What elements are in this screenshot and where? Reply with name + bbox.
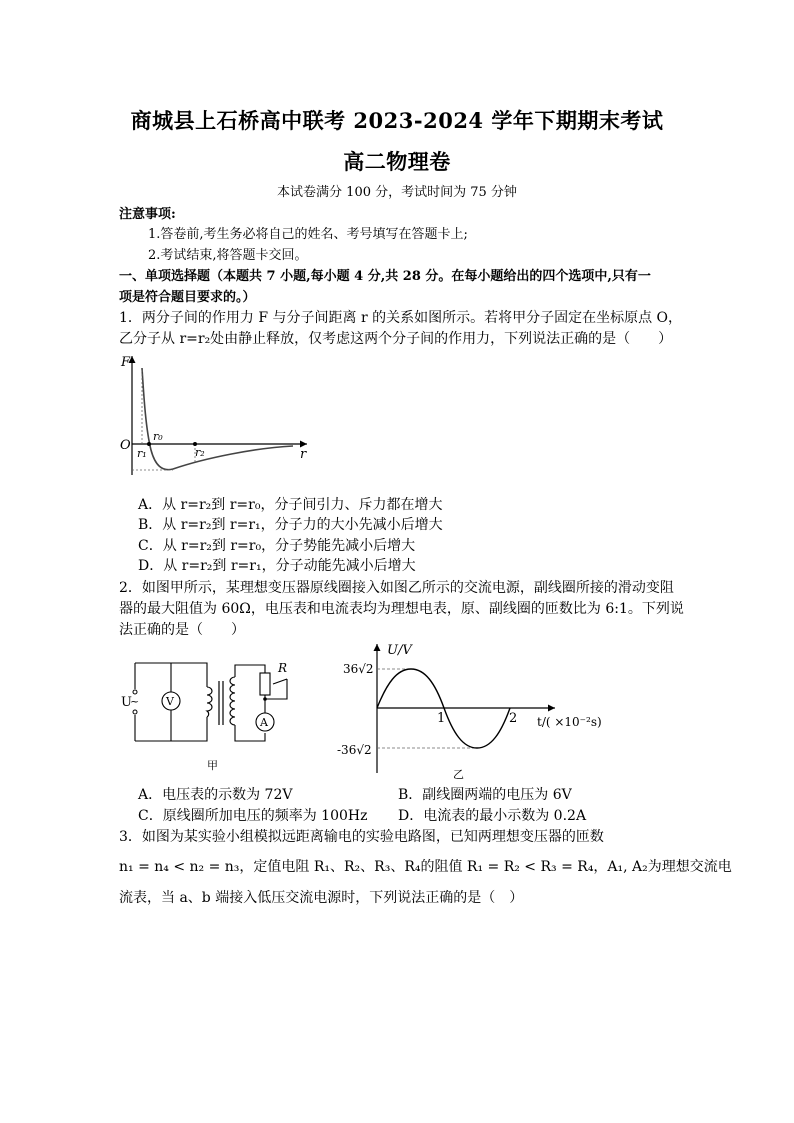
- r-axis-label: r: [300, 447, 307, 462]
- question-3-text-cont2: 流表，当 a、b 端接入低压交流电源时，下列说法正确的是（ ）: [119, 890, 524, 906]
- umin-label: -36√2: [337, 743, 372, 757]
- q1-option-d: D．从 r=r₂到 r=r₁，分子动能先减小后增大: [138, 558, 416, 574]
- page-subtitle: 高二物理卷: [343, 149, 451, 174]
- r0-label: r₀: [153, 430, 163, 443]
- question-2-text: 2．如图甲所示，某理想变压器原线圈接入如图乙所示的交流电源，副线圈所接的滑动变阻: [119, 580, 674, 596]
- umax-label: 36√2: [343, 662, 374, 676]
- secondary-coil: [230, 677, 235, 725]
- question-1-text: 1．两分子间的作用力 F 与分子间距离 r 的关系如图所示。若将甲分子固定在坐标原点 O，: [119, 310, 683, 326]
- t-tick-2: 2: [509, 711, 518, 726]
- notice-item: 1.答卷前,考生务必将自己的姓名、考号填写在答题卡上;: [148, 227, 468, 242]
- t-axis-label: t/( ×10⁻²s): [537, 715, 602, 729]
- voltmeter-label: V: [166, 695, 174, 708]
- section-heading-cont: 项是符合题目要求的。）: [119, 290, 256, 305]
- q1-option-c: C．从 r=r₂到 r=r₀，分子势能先减小后增大: [138, 538, 416, 554]
- t-tick-1: 1: [437, 711, 446, 726]
- force-distance-graph: [115, 350, 315, 480]
- force-curve: [142, 368, 293, 470]
- origin-label: O: [120, 438, 131, 453]
- question-1-text-cont: 乙分子从 r=r₂处由静止释放，仅考虑这两个分子间的作用力，下列说法正确的是（ ）: [119, 331, 673, 347]
- transformer-circuit: [115, 655, 305, 775]
- primary-coil: [207, 687, 212, 717]
- f-axis-label: F: [121, 355, 131, 370]
- question-3-text-cont: n₁ = n₄ < n₂ = n₃，定值电阻 R₁、R₂、R₃、R₄的阻值 R₁ = R₂ < R₃ = R₄，A₁, A₂为理想交流电: [119, 859, 732, 875]
- circuit-caption: 甲: [207, 759, 218, 772]
- resistor-label: R: [278, 661, 288, 675]
- notice-item: 2.考试结束,将答题卡交回。: [148, 248, 308, 263]
- section-heading: 一、单项选择题（本题共 7 小题,每小题 4 分,共 28 分。在每小题给出的四个选项中,只有一: [119, 269, 651, 284]
- page-title: 商城县上石桥高中联考 2023-2024 学年下期期末考试: [130, 108, 664, 133]
- rheostat-icon: [260, 673, 270, 695]
- ac-symbol-icon: ~: [130, 695, 140, 708]
- question-3-text: 3．如图为某实验小组模拟远距离输电的实验电路图，已知两理想变压器的匝数: [119, 829, 604, 845]
- q2-option-b: B．副线圈两端的电压为 6V: [398, 787, 572, 803]
- u-axis-label: U/V: [387, 643, 412, 658]
- q1-option-b: B．从 r=r₂到 r=r₁，分子力的大小先减小后增大: [138, 517, 443, 533]
- q2-option-c: C．原线圈所加电压的频率为 100Hz: [138, 808, 368, 824]
- source-label: U: [121, 695, 132, 710]
- q2-option-d: D．电流表的最小示数为 0.2A: [398, 808, 587, 824]
- r0-point: [147, 442, 151, 446]
- r1-label: r₁: [137, 447, 147, 460]
- q2-option-a: A．电压表的示数为 72V: [138, 787, 293, 803]
- q1-option-a: A．从 r=r₂到 r=r₀，分子间引力、斥力都在增大: [138, 497, 443, 513]
- voltage-waveform: [325, 638, 605, 783]
- question-2-text-cont2: 法正确的是（ ）: [119, 622, 245, 638]
- r2-label: r₂: [195, 446, 205, 459]
- question-2-text-cont: 器的最大阻值为 60Ω，电压表和电流表均为理想电表，原、副线圈的匝数比为 6:1。下列说: [119, 601, 684, 617]
- ammeter-label: A: [260, 716, 268, 729]
- exam-info: 本试卷满分 100 分，考试时间为 75 分钟: [277, 185, 517, 200]
- notice-heading: 注意事项:: [119, 207, 176, 222]
- wave-caption: 乙: [453, 768, 464, 781]
